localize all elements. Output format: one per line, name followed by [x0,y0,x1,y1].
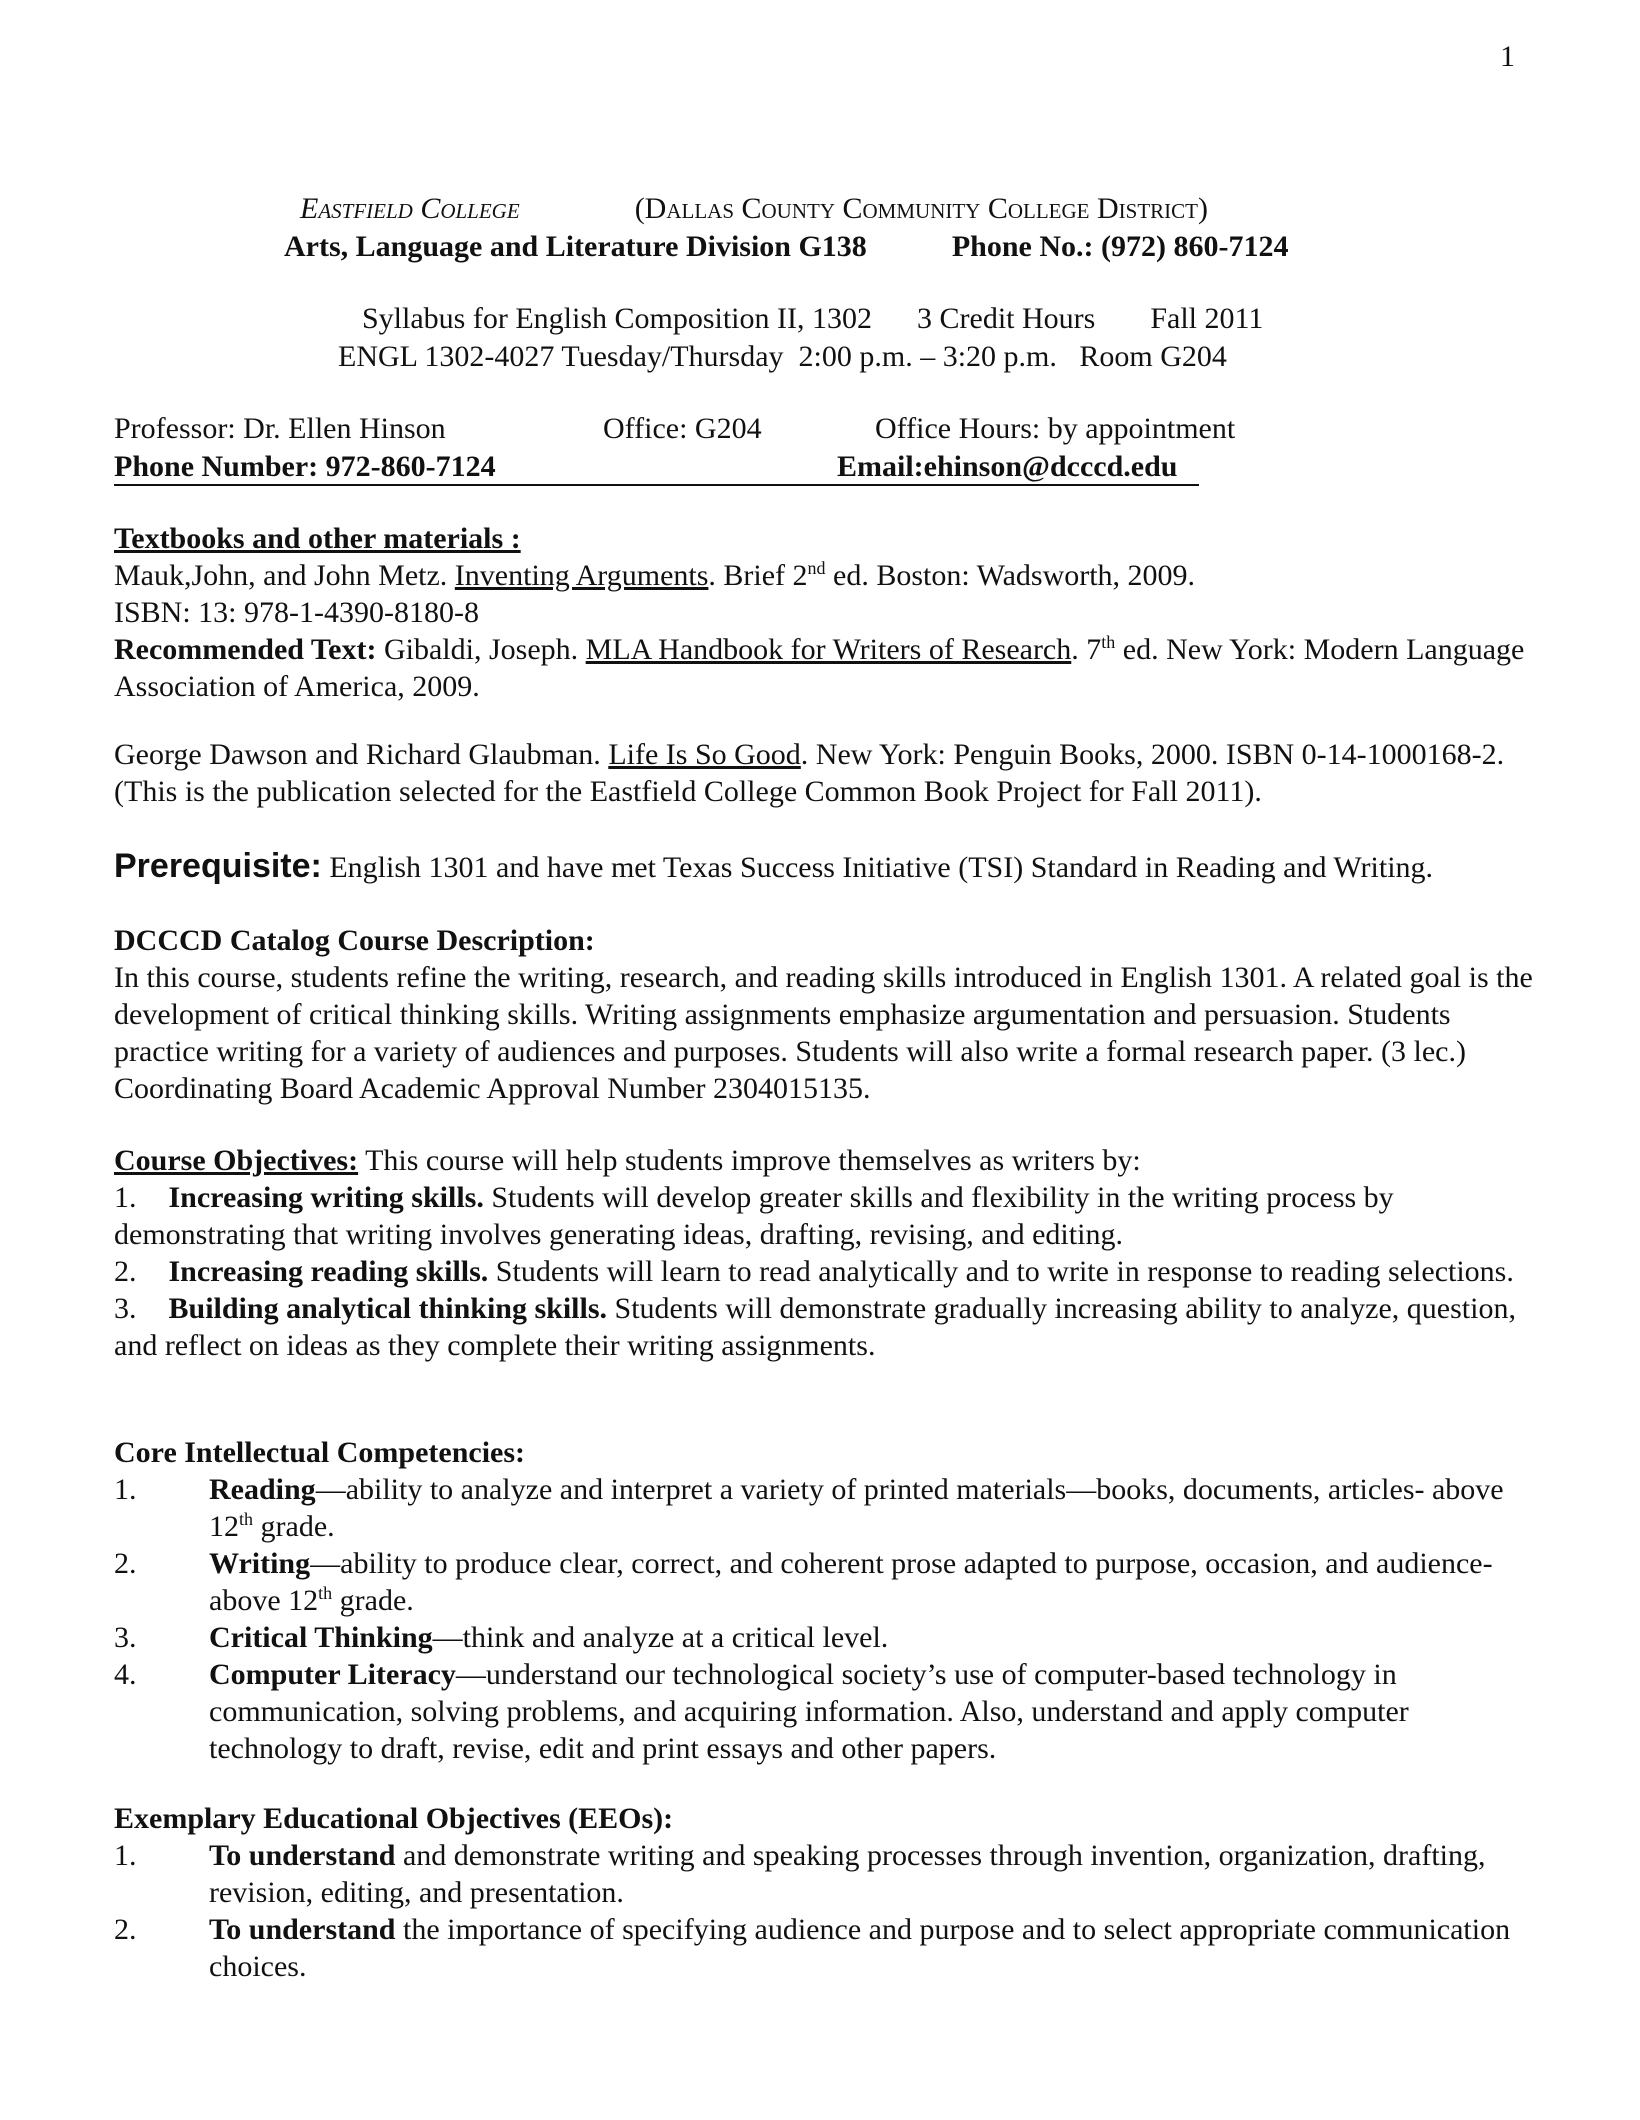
recommended-publisher: ed. New York: Modern Language Association of America, 2009. [114,633,1525,703]
eeo-title: To understand [209,1913,396,1946]
objective-num: 1. [114,1181,137,1214]
division-line [284,228,1288,265]
competency-text: —ability to analyze and interpret a variety of printed materials—books, documents, articles- above 12 [209,1473,1504,1543]
catalog-text: In this course, students refine the writing, research, and reading skills introduced in English 1301. A related goal is the development of critical thinking skills. Writing assignments emphasize argumentation and persuasion. Students practice writing for a variety of audiences and purposes. Students will also write a formal research paper. (3 lec.) Coordinating Board Academic Approval Number 2304015135. [114,961,1533,1105]
objective-num: 2. [114,1255,137,1288]
main-textbook-sup: nd [807,558,826,578]
competency-item [114,1656,1534,1767]
competency-item [114,1471,1534,1545]
professor-email: Email:ehinson@dcccd.edu [837,450,1178,483]
main-textbook-authors: Mauk,John, and John Metz. [114,559,455,592]
competency-title: Computer Literacy [209,1658,456,1691]
competency-num: 2. [114,1547,137,1580]
competency-title: Reading [209,1473,316,1506]
course-title: Syllabus for English Composition II, 1302 [362,302,872,335]
term: Fall 2011 [1150,302,1264,335]
objective-text: Students will demonstrate gradually increasing ability to analyze, question, and reflect on ideas as they complete their writing assignments. [114,1292,1516,1362]
page-number: 1 [1500,40,1515,73]
objectives-heading: Course Objectives: [114,1144,359,1177]
eeo-text: and demonstrate writing and speaking processes through invention, organization, drafting, revision, editing, and presentation. [209,1839,1486,1909]
textbooks-heading: Textbooks and other materials : [114,522,521,555]
syllabus-line-2: ENGL 1302-4027 Tuesday/Thursday 2:00 p.m. – 3:20 p.m. Room G204 [338,340,1227,373]
common-book [114,736,1534,810]
prerequisite-text: English 1301 and have met Texas Success Initiative (TSI) Standard in Reading and Writing. [321,851,1434,884]
competency-num: 3. [114,1621,137,1654]
common-book-details: . New York: Penguin Books, 2000. ISBN 0-14-1000168-2. (This is the publication selected for the Eastfield College Common Book Project for Fall 2011). [114,738,1505,808]
eeos-section [114,1800,1534,1985]
recommended-label: Recommended Text: [114,633,377,666]
recommended-sup: th [1101,632,1116,652]
district-name: (Dallas County Community College District) [634,192,1208,225]
eeo-num: 1. [114,1839,137,1872]
competency-num: 1. [114,1473,137,1506]
office-room: Office: G204 [603,412,762,445]
objective-item [114,1290,1534,1364]
recommended-author: Gibaldi, Joseph. [376,633,586,666]
competencies-section [114,1434,1534,1767]
eeo-text: the importance of specifying audience and purpose and to select appropriate communication choices. [209,1913,1511,1983]
competency-sup: th [318,1583,333,1603]
objectives-intro-text: This course will help students improve themselves as writers by: [358,1144,1141,1177]
objective-num: 3. [114,1292,137,1325]
competency-title: Writing [209,1547,311,1580]
eeo-item [114,1837,1534,1911]
eeo-item [114,1911,1534,1985]
catalog-section [114,922,1534,1107]
objective-item [114,1179,1534,1253]
catalog-heading: DCCCD Catalog Course Description: [114,924,595,957]
professor-line [114,410,446,447]
competencies-heading: Core Intellectual Competencies: [114,1436,526,1469]
office-hours: Office Hours: by appointment [875,412,1236,445]
eeos-heading: Exemplary Educational Objectives (EEOs): [114,1802,674,1835]
competency-text: —think and analyze at a critical level. [432,1621,889,1654]
division-phone: Phone No.: (972) 860-7124 [951,230,1289,263]
recommended-text [114,631,1534,705]
credit-hours: 3 Credit Hours [917,302,1096,335]
professor-phone: Phone Number: 972-860-7124 [114,450,496,483]
syllabus-line-1 [362,300,1263,337]
objective-title: Increasing reading skills. [168,1255,489,1288]
objectives-intro [114,1142,1534,1179]
competency-item [114,1545,1534,1619]
objective-text: Students will develop greater skills and flexibility in the writing process by demonstrating that writing involves generating ideas, drafting, revising, and editing. [114,1181,1394,1251]
recommended-title: MLA Handbook for Writers of Research [585,633,1072,666]
textbooks-section [114,520,1534,705]
objective-text: Students will learn to read analytically and to write in response to reading selections. [488,1255,1514,1288]
prerequisite-label: Prerequisite: [114,847,322,885]
competency-sup: th [239,1509,254,1529]
eeo-num: 2. [114,1913,137,1946]
competency-title: Critical Thinking [209,1621,433,1654]
competency-text: —understand our technological society’s use of computer-based technology in communication, solving problems, and acquiring information. Also, understand and apply computer technology to draft, revise, edit and print essays and other papers. [209,1658,1409,1765]
division-name: Arts, Language and Literature Division G138 [284,230,867,263]
competency-num: 4. [114,1658,137,1691]
objective-title: Building analytical thinking skills. [168,1292,608,1325]
competency-tail: grade. [332,1584,414,1617]
prerequisite [114,848,1534,886]
competency-text: —ability to produce clear, correct, and coherent prose adapted to purpose, occasion, and audience- above 12 [209,1547,1493,1617]
college-name: Eastfield College [300,192,520,225]
main-textbook-title: Inventing Arguments [454,559,709,592]
professor-name: Professor: Dr. Ellen Hinson [114,412,446,445]
college-header [300,190,1208,227]
main-textbook-publisher: ed. Boston: Wadsworth, 2009. [825,559,1196,592]
main-textbook-edition: . Brief 2 [708,559,808,592]
recommended-edition: . 7 [1071,633,1102,666]
eeo-title: To understand [209,1839,396,1872]
main-textbook-isbn: ISBN: 13: 978-1-4390-8180-8 [114,596,479,629]
objective-title: Increasing writing skills. [168,1181,484,1214]
objective-item [114,1253,1534,1290]
common-book-authors: George Dawson and Richard Glaubman. [114,738,609,771]
common-book-title: Life Is So Good [608,738,801,771]
competency-item [114,1619,1534,1656]
competency-tail: grade. [253,1510,335,1543]
objectives-section [114,1142,1534,1364]
main-textbook [114,557,1534,594]
